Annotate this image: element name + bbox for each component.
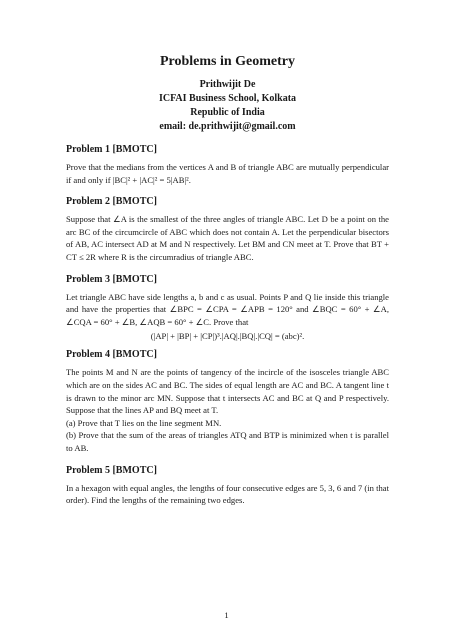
- problem-2: [66, 196, 389, 263]
- problem-equation: (|AP| + |BP| + |CP|)³.|AQ|.|BQ|.|CQ| = (abc)².: [150, 331, 305, 342]
- problem-heading: Problem 2 [BMOTC]: [66, 196, 157, 208]
- problem-5: [66, 465, 389, 507]
- problem-4: [66, 349, 389, 454]
- paper-title: Problems in Geometry: [159, 54, 296, 69]
- problem-text: In a hexagon with equal angles, the lengths of four consecutive edges are 5, 3, 6 and 7 (in that order). Find the lengths of the remaining two edges.: [66, 482, 389, 506]
- author-country: Republic of India: [190, 107, 265, 118]
- problem-part-b: (b) Prove that the sum of the areas of triangles ATQ and BTP is minimized when t is parallel to AB.: [66, 430, 389, 453]
- problem-heading: Problem 4 [BMOTC]: [66, 349, 157, 361]
- problem-text: The points M and N are the points of tangency of the incircle of the isosceles triangle ABC which are on the sides AC and BC. The sides of equal length are AC and BC. A tangent line t is drawn to the minor arc MN. Suppose that t intersects AC and BC at Q and P respectively. Suppose that the lines AP and BQ meet at T.: [66, 367, 389, 416]
- problem-part-a: (a) Prove that T lies on the line segment MN.: [66, 417, 222, 428]
- problem-text: Prove that the medians from the vertices A and B of triangle ABC are mutually perpendicular if and only if |BC|² + |AC|² = 5|AB|².: [66, 162, 389, 185]
- author-affiliation: ICFAI Business School, Kolkata: [158, 93, 297, 104]
- problem-text: Suppose that ∠A is the smallest of the three angles of triangle ABC. Let D be a point on the arc BC of the circumcircle of ABC which does not contain A. Let the perpendicular bisectors of AB, AC intersect AD at M and N respectively. Let BM and CN meet at T. Prove that BT + CT ≤ 2R where R is the circumradius of triangle ABC.: [66, 214, 389, 262]
- author-email: email: de.prithwijit@gmail.com: [159, 121, 296, 132]
- page-number: 1: [224, 610, 229, 620]
- problem-1: [66, 144, 389, 186]
- problem-heading: Problem 3 [BMOTC]: [66, 273, 157, 285]
- problem-heading: Problem 1 [BMOTC]: [66, 144, 157, 155]
- problem-3: [66, 274, 389, 342]
- author-name: Prithwijit De: [199, 79, 256, 90]
- problem-heading: Problem 5 [BMOTC]: [66, 464, 157, 476]
- author-block: [66, 78, 389, 134]
- problem-text: Let triangle ABC have side lengths a, b and c as usual. Points P and Q lie inside this triangle and have the properties that ∠BPC = ∠CPA = ∠APB = 120° and ∠BQC = 60° + ∠A, ∠CQA = 60° + ∠B, ∠AQB = 60° + ∠C. Prove that: [66, 291, 389, 327]
